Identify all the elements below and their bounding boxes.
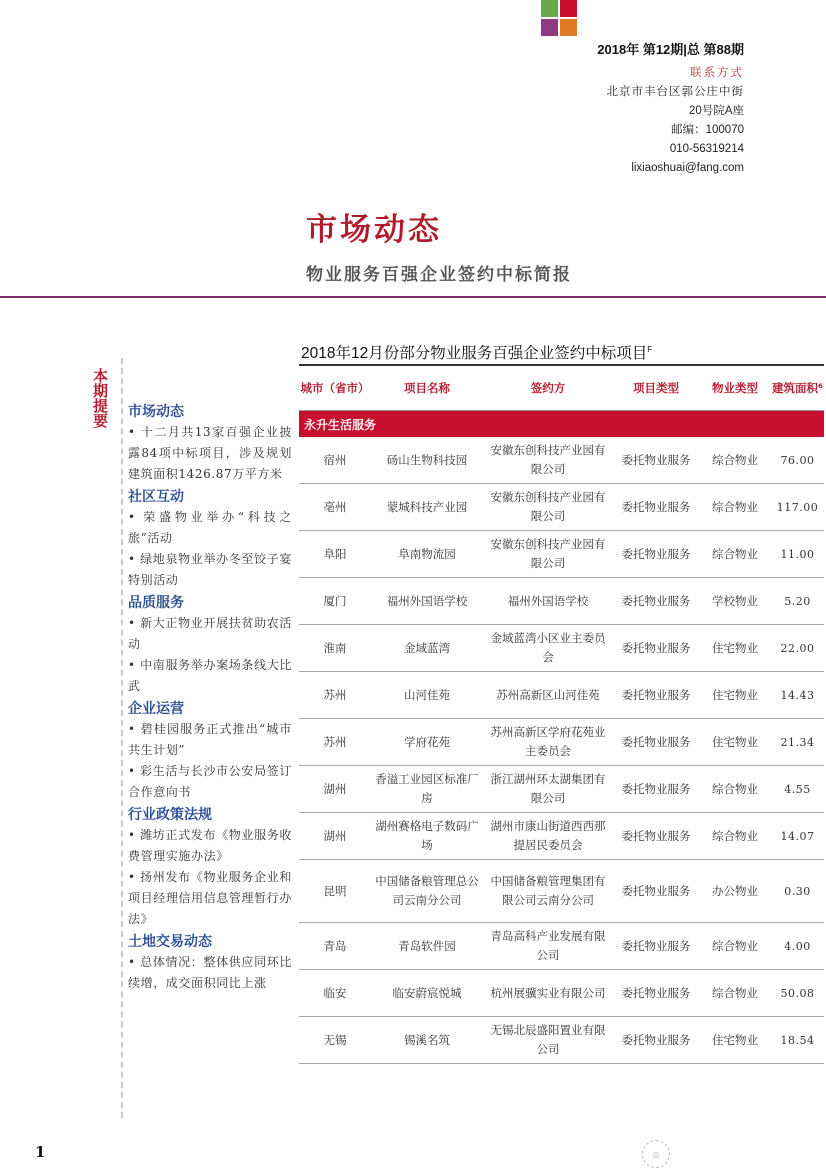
logo-square-green	[541, 0, 558, 17]
cell-area: 18.54	[780, 1033, 815, 1047]
table-row	[299, 970, 824, 1017]
cell-property-type: 住宅物业	[712, 640, 758, 655]
summary-section-heading: 行业政策法规	[128, 807, 212, 823]
cell-project-type: 委托物业服务	[621, 1032, 691, 1047]
table-row	[299, 719, 824, 766]
summary-bullet-item: • 新大正物业开展扶贫助农活动	[128, 616, 292, 651]
cell-party: 青岛高科产业发展有限公司	[490, 929, 606, 962]
header-project: 项目名称	[404, 381, 450, 395]
table-row	[299, 578, 824, 625]
summary-section-heading: 企业运营	[128, 701, 184, 717]
cell-area: 21.34	[780, 735, 815, 749]
cell-area: 14.43	[780, 688, 815, 702]
cell-property-type: 学校物业	[712, 593, 758, 608]
cell-city: 亳州	[323, 499, 347, 514]
cell-project: 香溢工业园区标准厂房	[375, 772, 479, 805]
summary-bullet-item: • 彩生活与长沙市公安局签订合作意向书	[128, 764, 292, 799]
table-title	[301, 341, 652, 363]
summary-bullet-item: • 中南服务举办案场条线大比武	[128, 658, 292, 693]
summary-section-heading: 品质服务	[128, 595, 184, 611]
summary-bullet-item: • 荣盛物业举办“科技之旅”活动	[128, 510, 292, 545]
cell-project-type: 委托物业服务	[621, 546, 691, 561]
cell-project-type: 委托物业服务	[621, 883, 691, 898]
address-line-2: 20号院A座	[689, 105, 744, 117]
address-line-1: 北京市丰台区郭公庄中街	[606, 86, 744, 98]
cell-project: 临安蔚宸悦城	[392, 985, 462, 1000]
contact-title: 联系方式	[690, 67, 744, 79]
cell-project: 福州外国语学校	[386, 593, 468, 608]
cell-city: 湖州	[323, 828, 347, 843]
summary-bullet-item: • 碧桂园服务正式推出“城市共生计划”	[128, 722, 292, 757]
summary-bullet-item: • 十二月共13家百强企业披露84项中标项目，涉及规划建筑面积1426.87万平方米	[128, 425, 292, 481]
cell-area: 117.00	[776, 500, 819, 514]
cell-city: 苏州	[323, 734, 347, 749]
table-row	[299, 625, 824, 672]
table-row	[299, 672, 824, 719]
postcode: 邮编：100070	[671, 124, 744, 136]
table-row	[299, 437, 824, 484]
cell-project-type: 委托物业服务	[621, 938, 691, 953]
summary-section-heading: 土地交易动态	[128, 934, 212, 950]
table-body	[299, 437, 824, 1064]
phone: 010-56319214	[669, 143, 744, 155]
cell-area: 5.20	[784, 594, 811, 608]
cell-property-type: 住宅物业	[712, 687, 758, 702]
table-group-row: 永升生活服务	[299, 411, 824, 437]
contact-block	[607, 64, 745, 178]
logo-square-orange	[560, 19, 577, 36]
cell-property-type: 综合物业	[712, 985, 758, 1000]
cell-property-type: 综合物业	[712, 452, 758, 467]
header-project-type: 项目类型	[633, 381, 679, 395]
table-row	[299, 484, 824, 531]
table-row	[299, 531, 824, 578]
cell-project: 蒙城科技产业园	[386, 499, 468, 514]
table-row	[299, 1017, 824, 1064]
cell-city: 宿州	[323, 452, 347, 467]
cell-party: 中国储备粮管理集团有限公司云南分公司	[490, 874, 606, 907]
cell-party: 安徽东创科技产业园有限公司	[490, 443, 606, 476]
cell-party: 金域蓝湾小区业主委员会	[490, 631, 606, 664]
page-number: 1	[35, 1143, 46, 1161]
cell-project: 中国储备粮管理总公司云南分公司	[375, 874, 479, 907]
cell-city: 阜阳	[323, 546, 347, 561]
cell-area: 14.07	[780, 829, 815, 843]
summary-vertical-title: 本期提要	[93, 367, 109, 430]
cell-city: 青岛	[323, 938, 347, 953]
table-title-footnote: F	[647, 344, 653, 354]
cell-area: 4.55	[784, 782, 811, 796]
logo-square-red	[560, 0, 577, 17]
page-title: 市场动态	[306, 212, 442, 248]
cell-project-type: 委托物业服务	[621, 452, 691, 467]
cell-project-type: 委托物业服务	[621, 593, 691, 608]
cell-party: 安徽东创科技产业园有限公司	[490, 537, 606, 570]
cell-city: 昆明	[323, 883, 347, 898]
table-header	[299, 364, 824, 411]
issue-number: 2018年 第12期|总 第88期	[597, 42, 744, 57]
cell-party: 苏州高新区山河佳苑	[496, 687, 600, 702]
cell-property-type: 办公物业	[712, 883, 758, 898]
cell-property-type: 综合物业	[712, 938, 758, 953]
page-subtitle: 物业服务百强企业签约中标简报	[306, 265, 572, 285]
cell-project-type: 委托物业服务	[621, 734, 691, 749]
cell-project-type: 委托物业服务	[621, 781, 691, 796]
cell-project: 湖州赛格电子数码广场	[375, 819, 479, 852]
table-row	[299, 860, 824, 923]
cell-project: 青岛软件园	[398, 938, 456, 953]
cell-property-type: 住宅物业	[712, 734, 758, 749]
cell-party: 杭州展骥实业有限公司	[490, 985, 606, 1000]
cell-city: 淮南	[323, 640, 347, 655]
cell-city: 临安	[323, 985, 347, 1000]
table-row	[299, 766, 824, 813]
cell-property-type: 综合物业	[712, 499, 758, 514]
cell-party: 苏州高新区学府花苑业主委员会	[490, 725, 606, 758]
cell-project: 锡溪名筑	[404, 1032, 450, 1047]
email-link[interactable]: lixiaoshuai@fang.com	[631, 162, 744, 174]
cell-project: 学府花苑	[404, 734, 450, 749]
header-property-type: 物业类型	[712, 381, 758, 395]
cell-area: 11.00	[780, 547, 815, 561]
summary-section-heading: 市场动态	[128, 404, 184, 420]
cell-project-type: 委托物业服务	[621, 640, 691, 655]
cell-area: 4.00	[784, 939, 811, 953]
summary-bullet-item: • 潍坊正式发布《物业服务收费管理实施办法》	[128, 828, 292, 863]
cell-project-type: 委托物业服务	[621, 499, 691, 514]
cell-property-type: 综合物业	[712, 546, 758, 561]
header-divider	[0, 296, 826, 298]
cell-party: 福州外国语学校	[507, 593, 589, 608]
cell-party: 无锡北辰盛阳置业有限公司	[490, 1023, 606, 1056]
cell-area: 0.30	[784, 884, 811, 898]
summary-bullet-item: • 总体情况：整体供应同环比续增，成交面积同比上涨	[128, 955, 292, 990]
logo-square-purple	[541, 19, 558, 36]
seal-watermark: ◎	[642, 1140, 670, 1168]
cell-project: 阜南物流园	[398, 546, 456, 561]
table-row	[299, 813, 824, 860]
cell-property-type: 综合物业	[712, 828, 758, 843]
cell-party: 浙江湖州环太湖集团有限公司	[490, 772, 606, 805]
summary-bullet-item: • 绿地泉物业举办冬至饺子宴特别活动	[128, 552, 292, 587]
cell-project-type: 委托物业服务	[621, 687, 691, 702]
cell-project: 山河佳苑	[404, 687, 450, 702]
table-row	[299, 923, 824, 970]
cell-project: 金域蓝湾	[404, 640, 450, 655]
cell-party: 湖州市康山街道西西那提居民委员会	[490, 819, 606, 852]
header-party: 签约方	[530, 381, 566, 395]
cell-city: 厦门	[323, 593, 347, 608]
summary-panel	[128, 400, 292, 994]
summary-section-heading: 社区互动	[128, 489, 184, 505]
summary-bullet-item: • 扬州发布《物业服务企业和项目经理信用信息管理暂行办法》	[128, 870, 292, 926]
header-area: 建筑面积⁶	[771, 381, 824, 395]
cell-area: 22.00	[780, 641, 815, 655]
cell-project-type: 委托物业服务	[621, 828, 691, 843]
cell-property-type: 综合物业	[712, 781, 758, 796]
cell-project-type: 委托物业服务	[621, 985, 691, 1000]
header-city: 城市（省市）	[300, 381, 370, 395]
cell-city: 湖州	[323, 781, 347, 796]
cell-area: 76.00	[780, 453, 815, 467]
cell-area: 50.08	[780, 986, 815, 1000]
cell-city: 苏州	[323, 687, 347, 702]
cell-party: 安徽东创科技产业园有限公司	[490, 490, 606, 523]
cell-city: 无锡	[323, 1032, 347, 1047]
cell-property-type: 住宅物业	[712, 1032, 758, 1047]
summary-dashed-divider	[121, 358, 123, 1118]
table-title-text: 2018年12月份部分物业服务百强企业签约中标项目	[301, 345, 648, 362]
contracts-table	[299, 364, 824, 1064]
cell-project: 砀山生物科技园	[386, 452, 468, 467]
